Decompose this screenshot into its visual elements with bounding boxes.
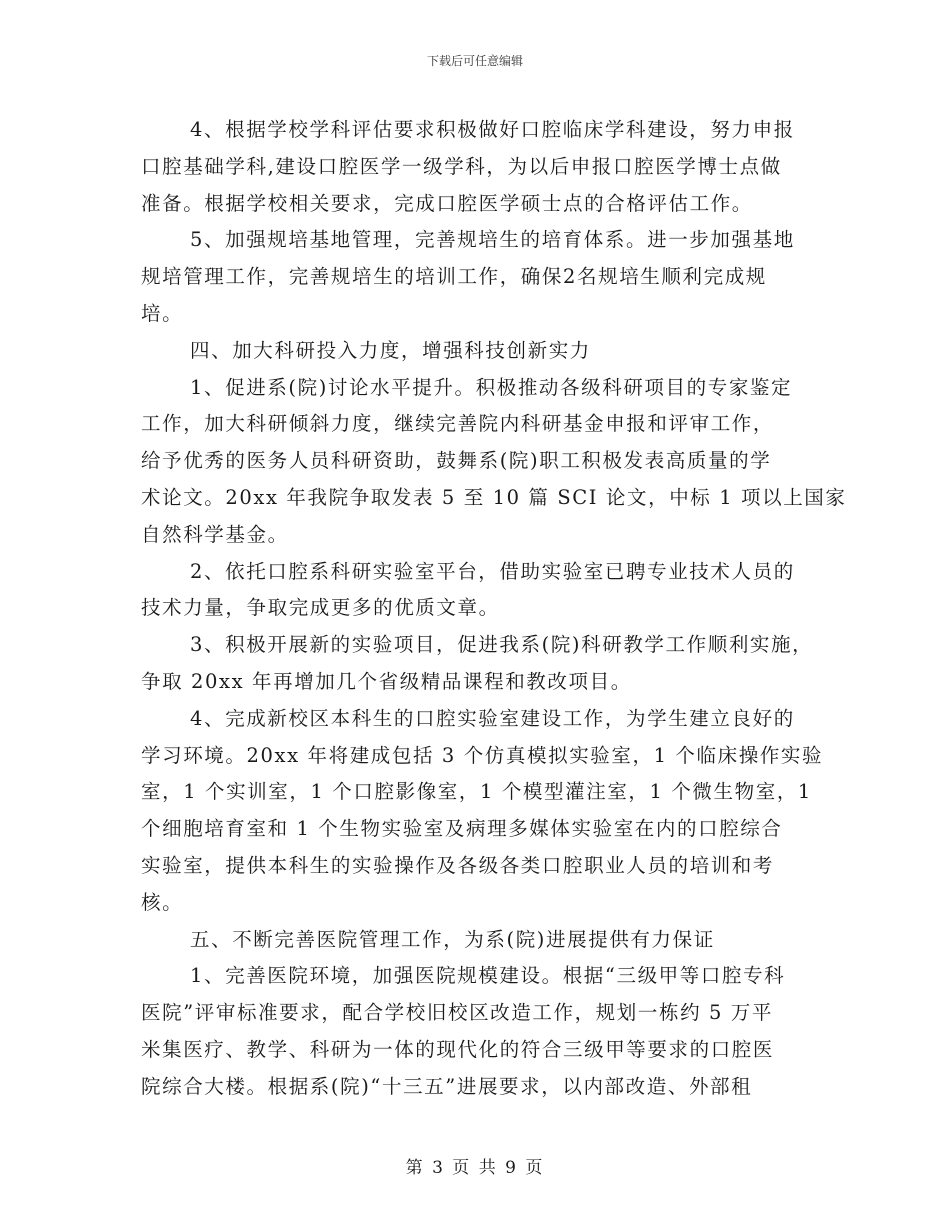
text-line: 学习环境。20xx 年将建成包括 3 个仿真模拟实验室，1 个临床操作实验: [141, 743, 824, 767]
text-line: 3、积极开展新的实验项目，促进我系(院)科研教学工作顺利实施，: [190, 633, 814, 657]
text-line: 2、依托口腔系科研实验室平台，借助实验室已聘专业技术人员的: [190, 559, 795, 583]
text-line: 4、根据学校学科评估要求积极做好口腔临床学科建设，努力申报: [190, 118, 795, 141]
text-line: 工作，加大科研倾斜力度，继续完善院内科研基金申报和评审工作，: [141, 412, 775, 436]
text-line: 口腔基础学科,建设口腔医学一级学科，为以后申报口腔医学博士点做: [141, 154, 782, 178]
text-line: 个细胞培育室和 1 个生物实验室及病理多媒体实验室在内的口腔综合: [141, 817, 783, 841]
text-line: 院综合大楼。根据系(院)“十三五”进展要求，以内部改造、外部租: [141, 1074, 753, 1098]
text-line: 四、加大科研投入力度，增强科技创新实力: [190, 338, 591, 362]
text-line: 室，1 个实训室，1 个口腔影像室，1 个模型灌注室，1 个微生物室，1: [141, 780, 812, 804]
document-body: [141, 112, 847, 1106]
text-line: 五、不断完善医院管理工作，为系(院)进展提供有力保证: [190, 927, 715, 951]
text-line: 给予优秀的医务人员科研资助，鼓舞系(院)职工积极发表高质量的学: [141, 449, 772, 473]
text-line: 培。: [141, 301, 184, 325]
text-line: 米集医疗、教学、科研为一体的现代化的符合三级甲等要求的口腔医: [141, 1037, 775, 1061]
text-line: 术论文。20xx 年我院争取发表 5 至 10 篇 SCI 论文，中标 1 项以上国家: [141, 485, 847, 509]
text-line: 1、完善医院环境，加强医院规模建设。根据“三级甲等口腔专科: [190, 964, 786, 988]
text-line: 自然科学基金。: [141, 522, 289, 546]
text-line: 实验室，提供本科生的实验操作及各级各类口腔职业人员的培训和考: [141, 853, 775, 877]
text-line: 技术力量，争取完成更多的优质文章。: [141, 596, 500, 620]
text-line: 核。: [141, 890, 184, 914]
text-line: 5、加强规培基地管理，完善规培生的培育体系。进一步加强基地: [190, 228, 795, 252]
text-line: 规培管理工作，完善规培生的培训工作，确保2名规培生顺利完成规: [141, 265, 767, 289]
page-number: 第 3 页 共 9 页: [405, 1158, 545, 1178]
text-line: 准备。根据学校相关要求，完成口腔医学硕士点的合格评估工作。: [141, 191, 753, 215]
text-line: 争取 20xx 年再增加几个省级精品课程和教改项目。: [141, 669, 632, 693]
text-line: 医院”评审标准要求，配合学校旧校区改造工作，规划一栋约 5 万平: [141, 1001, 773, 1025]
page-header: 下载后可任意编辑: [426, 54, 523, 68]
text-line: 1、促进系(院)讨论水平提升。积极推动各级科研项目的专家鉴定: [190, 375, 793, 399]
text-line: 4、完成新校区本科生的口腔实验室建设工作，为学生建立良好的: [190, 706, 795, 730]
